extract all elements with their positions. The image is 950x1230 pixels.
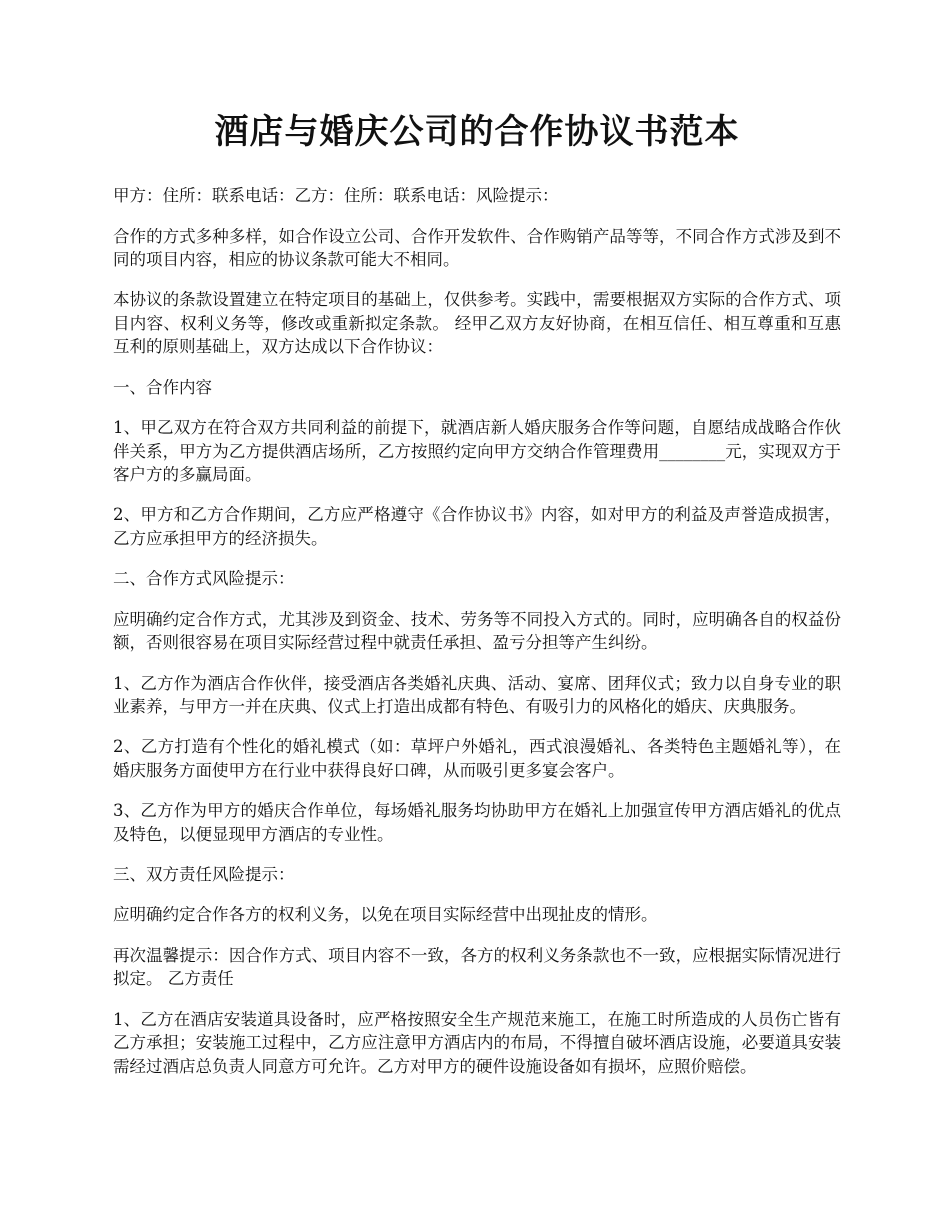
- clause-1-2: 2、甲方和乙方合作期间，乙方应严格遵守《合作协议书》内容，如对甲方的利益及声誉造成损害，乙方应承担甲方的经济损失。: [113, 505, 841, 548]
- paragraph-parties: 甲方：住所：联系电话：乙方：住所：联系电话：风险提示：: [113, 186, 559, 206]
- section-heading-cooperation-content: 一、合作内容: [113, 377, 212, 397]
- document-page: [113, 110, 841, 1095]
- clause-2-2: 2、乙方打造有个性化的婚礼模式（如：草坪户外婚礼，西式浪漫婚礼、各类特色主题婚礼等），在婚庆服务方面使甲方在行业中获得良好口碑，从而吸引更多宴会客户。: [113, 737, 841, 780]
- paragraph-risk-intro: 合作的方式多种多样，如合作设立公司、合作开发软件、合作购销产品等等，不同合作方式涉及到不同的项目内容，相应的协议条款可能大不相同。: [113, 226, 841, 270]
- clause-1-1: 1、甲乙双方在符合双方共同利益的前提下，就酒店新人婚庆服务合作等问题，自愿结成战略合作伙伴关系，甲方为乙方提供酒店场所，乙方按照约定向甲方交纳合作管理费用________元，实现双方于客户方的多赢局面。: [113, 418, 841, 484]
- clause-3-1: 1、乙方在酒店安装道具设备时，应严格按照安全生产规范来施工，在施工时所造成的人员伤亡皆有乙方承担；安装施工过程中，乙方应注意甲方酒店内的布局，不得擅自破坏酒店设施，必要道具安装需经过酒店总负责人同意方可允许。乙方对甲方的硬件设施设备如有损坏，应照价赔偿。: [113, 1009, 841, 1076]
- clause-2-1: 1、乙方作为酒店合作伙伴，接受酒店各类婚礼庆典、活动、宴席、团拜仪式；致力以自身专业的职业素养，与甲方一并在庆典、仪式上打造出成都有特色、有吸引力的风格化的婚庆、庆典服务。: [113, 673, 841, 716]
- clause-2-3: 3、乙方作为甲方的婚庆合作单位，每场婚礼服务均协助甲方在婚礼上加强宣传甲方酒店婚礼的优点及特色，以便显现甲方酒店的专业性。: [113, 801, 841, 844]
- paragraph-responsibility-note: 应明确约定合作各方的权利义务，以免在项目实际经营中出现扯皮的情形。: [113, 905, 658, 925]
- section-heading-responsibility-risk: 三、双方责任风险提示：: [113, 865, 295, 885]
- document-title: 酒店与婚庆公司的合作协议书范本: [214, 112, 740, 152]
- paragraph-cooperation-method-note: 应明确约定合作方式，尤其涉及到资金、技术、劳务等不同投入方式的。同时，应明确各自的权益份额，否则很容易在项目实际经营过程中就责任承担、盈亏分担等产生纠纷。: [113, 609, 841, 653]
- section-heading-cooperation-method-risk: 二、合作方式风险提示：: [113, 569, 295, 589]
- paragraph-basis: 本协议的条款设置建立在特定项目的基础上，仅供参考。实践中，需要根据双方实际的合作方式、项目内容、权利义务等，修改或重新拟定条款。 经甲乙双方友好协商，在相互信任、相互尊重和互惠互利的原则基础上，双方达成以下合作协议：: [113, 290, 841, 357]
- paragraph-reminder: 再次温馨提示：因合作方式、项目内容不一致，各方的权利义务条款也不一致，应根据实际情况进行拟定。 乙方责任: [113, 945, 841, 989]
